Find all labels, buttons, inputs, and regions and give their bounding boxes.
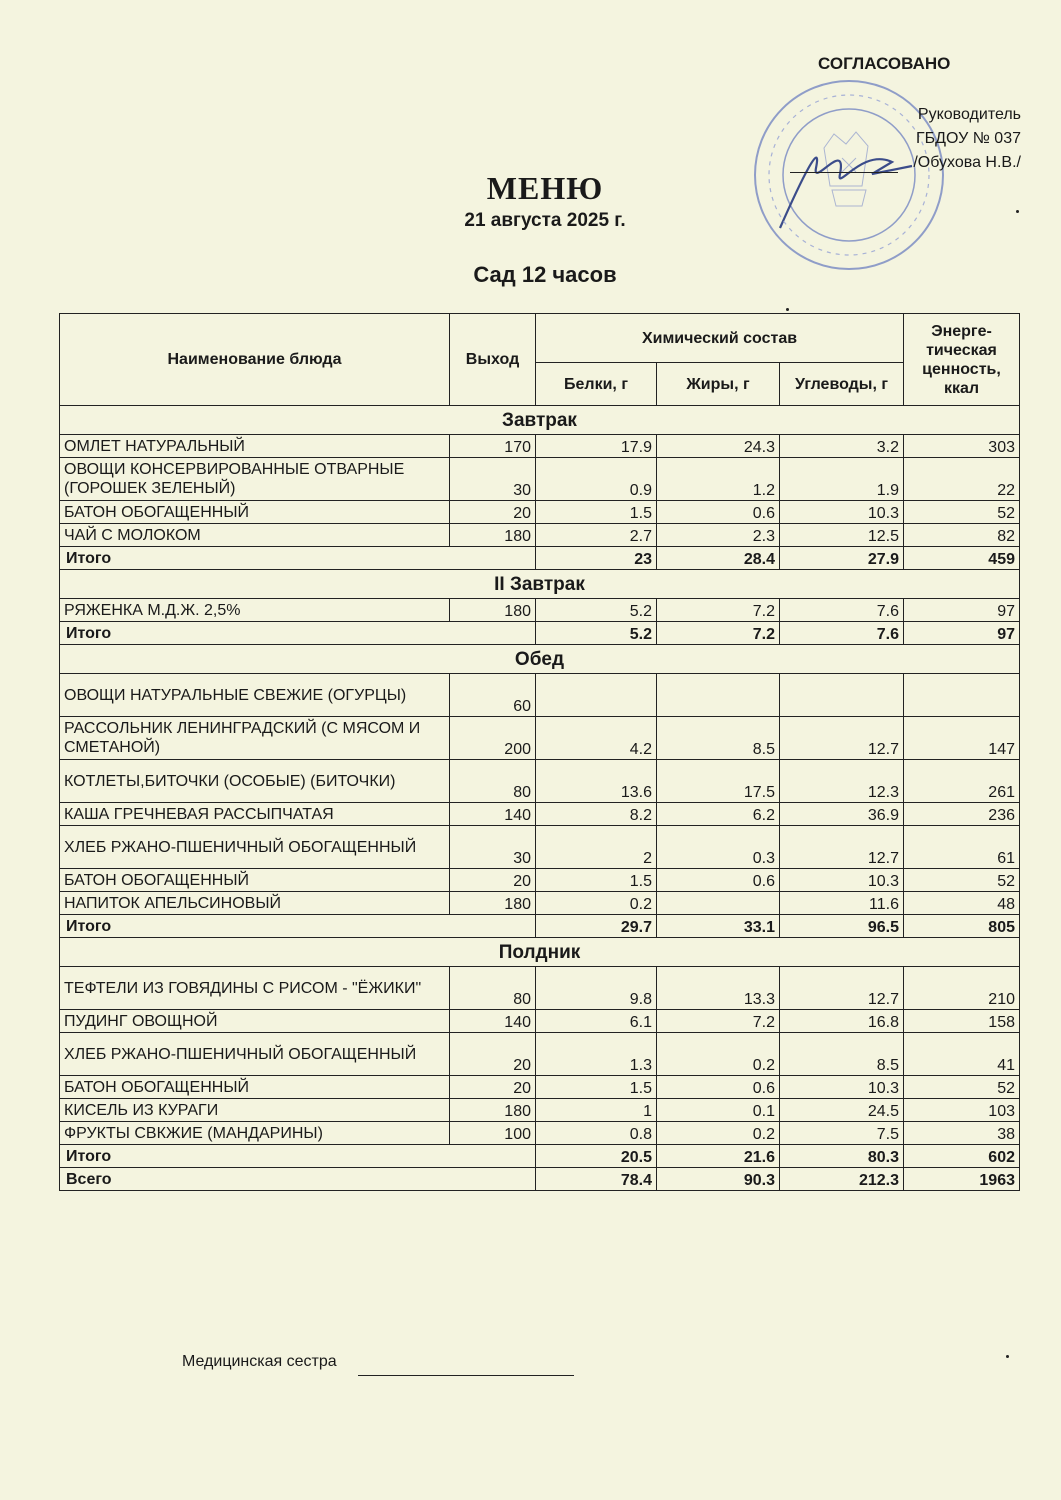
total-protein: 23 xyxy=(536,547,657,570)
dish-protein: 6.1 xyxy=(536,1010,657,1033)
dish-fat: 6.2 xyxy=(657,803,780,826)
dish-carbs: 12.5 xyxy=(780,524,904,547)
dish-protein: 2 xyxy=(536,826,657,869)
section-header-row xyxy=(60,406,1020,435)
total-fat: 33.1 xyxy=(657,915,780,938)
approver-organization: ГБДОУ № 037 xyxy=(915,130,1021,147)
dish-name: РЯЖЕНКА М.Д.Ж. 2,5% xyxy=(60,599,450,622)
total-fat: 7.2 xyxy=(657,622,780,645)
dish-output: 180 xyxy=(450,1099,536,1122)
total-label: Итого xyxy=(60,547,536,570)
grand-total-kcal: 1963 xyxy=(904,1168,1020,1191)
dish-kcal: 303 xyxy=(904,435,1020,458)
dish-carbs: 12.7 xyxy=(780,967,904,1010)
section-title: II Завтрак xyxy=(60,570,1020,599)
dish-protein: 17.9 xyxy=(536,435,657,458)
dish-carbs: 10.3 xyxy=(780,1076,904,1099)
grand-total-label: Всего xyxy=(60,1168,536,1191)
dish-kcal: 82 xyxy=(904,524,1020,547)
dish-row xyxy=(60,524,1020,547)
dish-protein: 1.5 xyxy=(536,501,657,524)
header-carbs: Углеводы, г xyxy=(780,363,904,406)
dish-protein: 13.6 xyxy=(536,760,657,803)
dish-kcal: 97 xyxy=(904,599,1020,622)
section-total-row xyxy=(60,915,1020,938)
approver-role: Руководитель xyxy=(917,106,1021,123)
dish-kcal: 52 xyxy=(904,1076,1020,1099)
dish-carbs: 36.9 xyxy=(780,803,904,826)
dish-kcal: 147 xyxy=(904,717,1020,760)
header-dish-name: Наименование блюда xyxy=(60,314,450,406)
dish-fat: 13.3 xyxy=(657,967,780,1010)
dish-row xyxy=(60,1076,1020,1099)
dish-fat: 0.6 xyxy=(657,869,780,892)
dish-output: 30 xyxy=(450,458,536,501)
dish-row xyxy=(60,803,1020,826)
dish-row xyxy=(60,435,1020,458)
total-protein: 5.2 xyxy=(536,622,657,645)
total-fat: 28.4 xyxy=(657,547,780,570)
dish-kcal: 61 xyxy=(904,826,1020,869)
dish-fat: 8.5 xyxy=(657,717,780,760)
dish-carbs: 10.3 xyxy=(780,501,904,524)
dish-name: БАТОН ОБОГАЩЕННЫЙ xyxy=(60,869,450,892)
dish-kcal: 261 xyxy=(904,760,1020,803)
grand-total-row xyxy=(60,1168,1020,1191)
dish-row xyxy=(60,892,1020,915)
header-energy: Энерге-тическая ценность, ккал xyxy=(904,314,1020,406)
dish-fat: 0.1 xyxy=(657,1099,780,1122)
dish-name: ПУДИНГ ОВОЩНОЙ xyxy=(60,1010,450,1033)
dish-fat: 0.6 xyxy=(657,1076,780,1099)
dish-carbs: 10.3 xyxy=(780,869,904,892)
section-title: Полдник xyxy=(60,938,1020,967)
total-protein: 20.5 xyxy=(536,1145,657,1168)
dish-carbs: 7.6 xyxy=(780,599,904,622)
total-kcal: 97 xyxy=(904,622,1020,645)
dish-output: 140 xyxy=(450,803,536,826)
dish-output: 30 xyxy=(450,826,536,869)
total-fat: 21.6 xyxy=(657,1145,780,1168)
dish-name: КАША ГРЕЧНЕВАЯ РАССЫПЧАТАЯ xyxy=(60,803,450,826)
dish-carbs: 1.9 xyxy=(780,458,904,501)
dish-fat: 2.3 xyxy=(657,524,780,547)
dish-carbs: 12.7 xyxy=(780,826,904,869)
dish-carbs: 11.6 xyxy=(780,892,904,915)
dish-name: ОМЛЕТ НАТУРАЛЬНЫЙ xyxy=(60,435,450,458)
header-protein: Белки, г xyxy=(536,363,657,406)
stray-mark xyxy=(786,308,789,311)
document-date: 21 августа 2025 г. xyxy=(464,210,626,231)
dish-protein xyxy=(536,674,657,717)
dish-row xyxy=(60,826,1020,869)
dish-fat: 0.6 xyxy=(657,501,780,524)
total-carbs: 27.9 xyxy=(780,547,904,570)
approval-heading: СОГЛАСОВАНО xyxy=(818,54,951,73)
dish-name: ХЛЕБ РЖАНО-ПШЕНИЧНЫЙ ОБОГАЩЕННЫЙ xyxy=(60,1033,450,1076)
total-carbs: 7.6 xyxy=(780,622,904,645)
dish-name: ОВОЩИ НАТУРАЛЬНЫЕ СВЕЖИЕ (ОГУРЦЫ) xyxy=(60,674,450,717)
total-label: Итого xyxy=(60,915,536,938)
dish-name: РАССОЛЬНИК ЛЕНИНГРАДСКИЙ (С МЯСОМ И СМЕТАНОЙ) xyxy=(60,717,450,760)
dish-protein: 1.5 xyxy=(536,869,657,892)
dish-fat xyxy=(657,674,780,717)
dish-protein: 1.5 xyxy=(536,1076,657,1099)
total-kcal: 602 xyxy=(904,1145,1020,1168)
dish-row xyxy=(60,717,1020,760)
document-group: Сад 12 часов xyxy=(473,262,617,287)
section-header-row xyxy=(60,938,1020,967)
dish-name: ОВОЩИ КОНСЕРВИРОВАННЫЕ ОТВАРНЫЕ (ГОРОШЕК ЗЕЛЕНЫЙ) xyxy=(60,458,450,501)
dish-output: 180 xyxy=(450,599,536,622)
section-title: Обед xyxy=(60,645,1020,674)
dish-output: 20 xyxy=(450,1033,536,1076)
section-title: Завтрак xyxy=(60,406,1020,435)
header-fat: Жиры, г xyxy=(657,363,780,406)
dish-row xyxy=(60,458,1020,501)
nurse-signature-label: Медицинская сестра xyxy=(182,1353,337,1370)
dish-name: ЧАЙ С МОЛОКОМ xyxy=(60,524,450,547)
dish-kcal: 48 xyxy=(904,892,1020,915)
dish-protein: 0.8 xyxy=(536,1122,657,1145)
nurse-signature-line xyxy=(358,1375,574,1376)
approver-name: /Обухова Н.В./ xyxy=(913,154,1021,171)
dish-name: ТЕФТЕЛИ ИЗ ГОВЯДИНЫ С РИСОМ - "ЁЖИКИ" xyxy=(60,967,450,1010)
dish-name: КИСЕЛЬ ИЗ КУРАГИ xyxy=(60,1099,450,1122)
dish-kcal: 236 xyxy=(904,803,1020,826)
dish-fat: 0.3 xyxy=(657,826,780,869)
dish-output: 80 xyxy=(450,967,536,1010)
dish-protein: 0.2 xyxy=(536,892,657,915)
dish-name: ФРУКТЫ СВКЖИЕ (МАНДАРИНЫ) xyxy=(60,1122,450,1145)
dish-fat: 0.2 xyxy=(657,1122,780,1145)
dish-row xyxy=(60,869,1020,892)
dish-carbs: 12.3 xyxy=(780,760,904,803)
dish-kcal: 41 xyxy=(904,1033,1020,1076)
total-protein: 29.7 xyxy=(536,915,657,938)
dish-kcal: 38 xyxy=(904,1122,1020,1145)
section-total-row xyxy=(60,1145,1020,1168)
dish-output: 200 xyxy=(450,717,536,760)
dish-carbs: 3.2 xyxy=(780,435,904,458)
dish-carbs xyxy=(780,674,904,717)
dish-row xyxy=(60,674,1020,717)
dish-row xyxy=(60,1033,1020,1076)
dish-fat: 17.5 xyxy=(657,760,780,803)
dish-output: 140 xyxy=(450,1010,536,1033)
dish-output: 80 xyxy=(450,760,536,803)
grand-total-protein: 78.4 xyxy=(536,1168,657,1191)
dish-kcal xyxy=(904,674,1020,717)
grand-total-fat: 90.3 xyxy=(657,1168,780,1191)
dish-output: 20 xyxy=(450,1076,536,1099)
dish-name: БАТОН ОБОГАЩЕННЫЙ xyxy=(60,501,450,524)
total-kcal: 459 xyxy=(904,547,1020,570)
dish-name: НАПИТОК АПЕЛЬСИНОВЫЙ xyxy=(60,892,450,915)
dish-carbs: 24.5 xyxy=(780,1099,904,1122)
stray-mark xyxy=(1006,1355,1009,1358)
dish-row xyxy=(60,599,1020,622)
dish-protein: 5.2 xyxy=(536,599,657,622)
dish-name: БАТОН ОБОГАЩЕННЫЙ xyxy=(60,1076,450,1099)
dish-row xyxy=(60,1010,1020,1033)
dish-output: 180 xyxy=(450,524,536,547)
dish-protein: 9.8 xyxy=(536,967,657,1010)
dish-kcal: 210 xyxy=(904,967,1020,1010)
dish-protein: 4.2 xyxy=(536,717,657,760)
dish-output: 60 xyxy=(450,674,536,717)
dish-row xyxy=(60,967,1020,1010)
total-label: Итого xyxy=(60,622,536,645)
dish-carbs: 16.8 xyxy=(780,1010,904,1033)
section-total-row xyxy=(60,622,1020,645)
dish-output: 180 xyxy=(450,892,536,915)
header-output: Выход xyxy=(450,314,536,406)
dish-name: ХЛЕБ РЖАНО-ПШЕНИЧНЫЙ ОБОГАЩЕННЫЙ xyxy=(60,826,450,869)
dish-kcal: 52 xyxy=(904,501,1020,524)
header-chem-composition: Химический состав xyxy=(536,314,904,363)
section-header-row xyxy=(60,645,1020,674)
section-total-row xyxy=(60,547,1020,570)
dish-name: КОТЛЕТЫ,БИТОЧКИ (ОСОБЫЕ) (БИТОЧКИ) xyxy=(60,760,450,803)
dish-row xyxy=(60,1099,1020,1122)
dish-fat: 7.2 xyxy=(657,599,780,622)
dish-fat: 0.2 xyxy=(657,1033,780,1076)
dish-carbs: 8.5 xyxy=(780,1033,904,1076)
dish-carbs: 7.5 xyxy=(780,1122,904,1145)
dish-output: 20 xyxy=(450,501,536,524)
section-header-row xyxy=(60,570,1020,599)
dish-output: 20 xyxy=(450,869,536,892)
dish-protein: 8.2 xyxy=(536,803,657,826)
dish-output: 170 xyxy=(450,435,536,458)
dish-row xyxy=(60,1122,1020,1145)
dish-protein: 0.9 xyxy=(536,458,657,501)
dish-protein: 2.7 xyxy=(536,524,657,547)
dish-fat xyxy=(657,892,780,915)
document-title: МЕНЮ xyxy=(486,170,604,206)
dish-kcal: 158 xyxy=(904,1010,1020,1033)
dish-fat: 1.2 xyxy=(657,458,780,501)
total-carbs: 80.3 xyxy=(780,1145,904,1168)
dish-kcal: 22 xyxy=(904,458,1020,501)
dish-fat: 24.3 xyxy=(657,435,780,458)
dish-row xyxy=(60,760,1020,803)
menu-table-body xyxy=(60,406,1020,1191)
menu-table xyxy=(59,313,1020,1191)
dish-protein: 1.3 xyxy=(536,1033,657,1076)
dish-row xyxy=(60,501,1020,524)
total-kcal: 805 xyxy=(904,915,1020,938)
dish-output: 100 xyxy=(450,1122,536,1145)
grand-total-carbs: 212.3 xyxy=(780,1168,904,1191)
dish-kcal: 103 xyxy=(904,1099,1020,1122)
stray-mark xyxy=(1016,210,1019,213)
total-carbs: 96.5 xyxy=(780,915,904,938)
dish-kcal: 52 xyxy=(904,869,1020,892)
total-label: Итого xyxy=(60,1145,536,1168)
dish-fat: 7.2 xyxy=(657,1010,780,1033)
dish-protein: 1 xyxy=(536,1099,657,1122)
dish-carbs: 12.7 xyxy=(780,717,904,760)
